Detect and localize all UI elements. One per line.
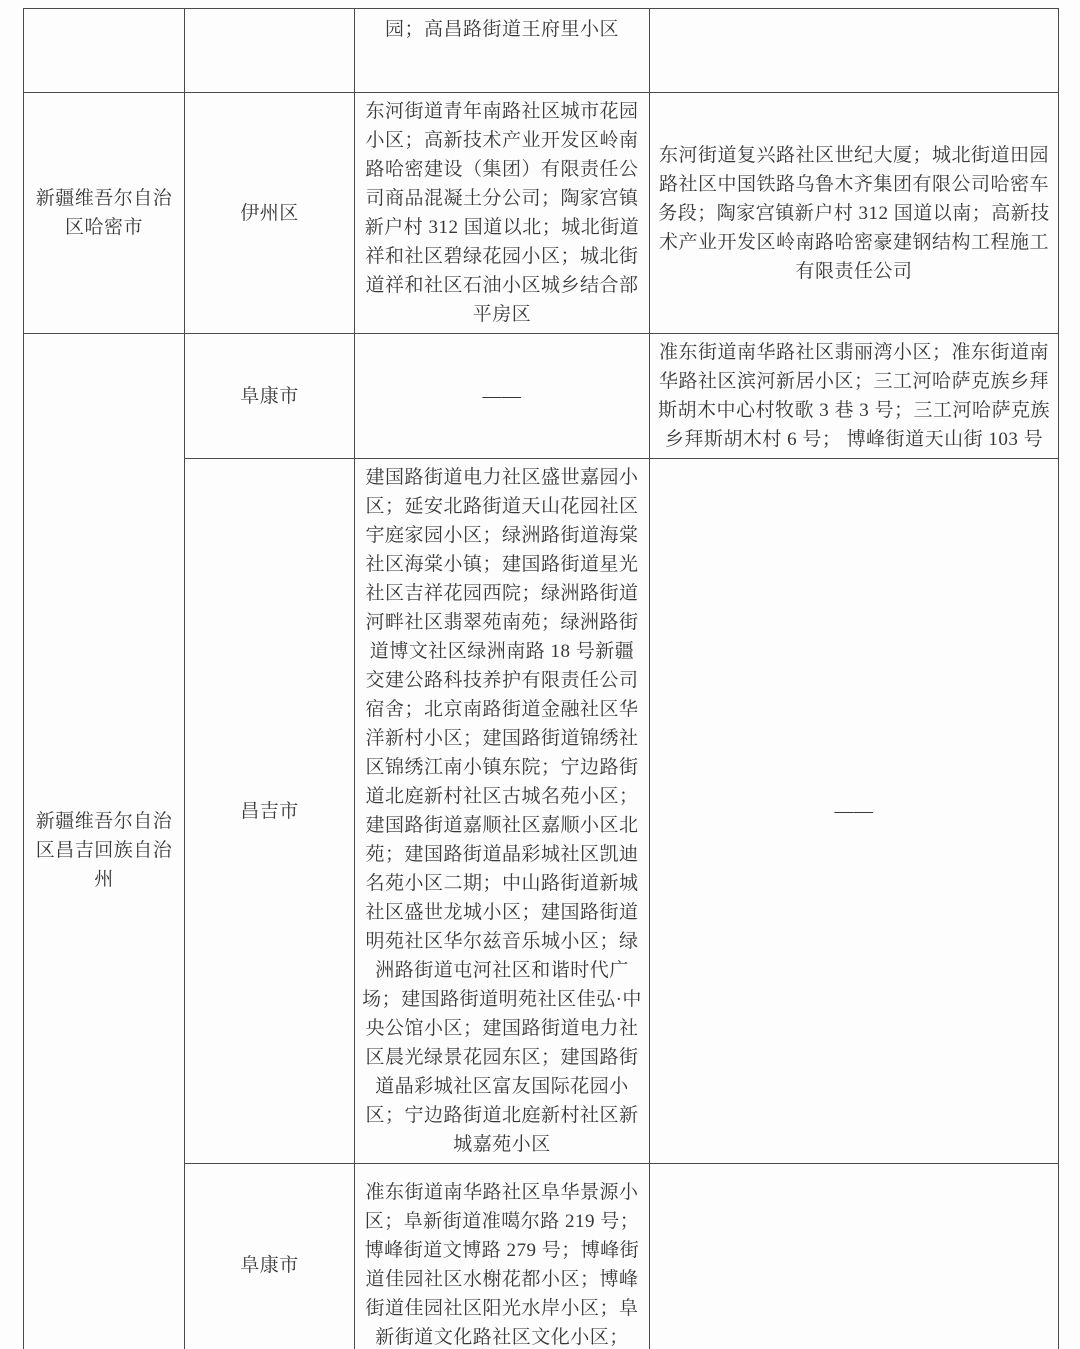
table-row-hami-yizhou <box>24 93 1059 334</box>
cell-region-empty <box>24 9 185 93</box>
cell-region-hami: 新疆维吾尔自治区哈密市 <box>24 93 185 334</box>
cell-right-list-changji-city-dash: —— <box>650 459 1059 1164</box>
cell-right-list-empty <box>650 9 1059 93</box>
cell-district-yizhou: 伊州区 <box>185 93 355 334</box>
cell-left-list-changji-city: 建国路街道电力社区盛世嘉园小区；延安北路街道天山花园社区宇庭家园小区；绿洲路街道海棠社区海棠小镇；建国路街道星光社区吉祥花园西院；绿洲路街道河畔社区翡翠苑南苑；绿洲路街道博文社区绿洲南路 18 号新疆交建公路科技养护有限责任公司宿舍；北京南路街道金融社区华洋新村小区；建国路街道锦绣社区锦绣江南小镇东院；宁边路街道北庭新村社区古城名苑小区；建国路街道嘉顺社区嘉顺小区北苑；建国路街道晶彩城社区凯迪名苑小区二期；中山路街道新城社区盛世龙城小区；建国路街道明苑社区华尔兹音乐城小区；绿洲路街道屯河社区和谐时代广场；建国路街道明苑社区佳弘·中央公馆小区；建国路街道电力社区晨光绿景花园东区；建国路街道晶彩城社区富友国际花园小区；宁边路街道北庭新村社区新城嘉苑小区 <box>355 459 650 1164</box>
cell-left-list-fukang-2: 准东街道南华路社区阜华景源小区；阜新街道准噶尔路 219 号；博峰街道文博路 279 号；博峰街道佳园社区水榭花都小区；博峰街道佳园社区阳光水岸小区；阜新街道文化路社区文化小区； <box>355 1164 650 1349</box>
table-row-carryover <box>24 9 1059 93</box>
cell-right-list-yizhou: 东河街道复兴路社区世纪大厦；城北街道田园路社区中国铁路乌鲁木齐集团有限公司哈密车务段；陶家宫镇新户村 312 国道以南；高新技术产业开发区岭南路哈密豪建钢结构工程施工有限责任公司 <box>650 93 1059 334</box>
cell-right-list-fukang-2-empty <box>650 1164 1059 1349</box>
table-row-changji-fukang-1 <box>24 334 1059 459</box>
cell-district-empty <box>185 9 355 93</box>
cell-left-list-carryover: 园；高昌路街道王府里小区 <box>355 9 650 93</box>
cell-district-changji-city: 昌吉市 <box>185 459 355 1164</box>
risk-area-table <box>23 8 1059 1349</box>
cell-left-list-fukang-1-dash: —— <box>355 334 650 459</box>
cell-district-fukang-2: 阜康市 <box>185 1164 355 1349</box>
cell-region-changji: 新疆维吾尔自治区昌吉回族自治州 <box>24 334 185 1349</box>
cell-right-list-fukang-1: 准东街道南华路社区翡丽湾小区；准东街道南华路社区滨河新居小区；三工河哈萨克族乡拜斯胡木中心村牧歌 3 巷 3 号；三工河哈萨克族乡拜斯胡木村 6 号； 博峰街道天山街 103 号 <box>650 334 1059 459</box>
cell-left-list-yizhou: 东河街道青年南路社区城市花园小区；高新技术产业开发区岭南路哈密建设（集团）有限责任公司商品混凝土分公司；陶家宫镇新户村 312 国道以北；城北街道祥和社区碧绿花园小区；城北街道祥和社区石油小区城乡结合部平房区 <box>355 93 650 334</box>
cell-district-fukang-1: 阜康市 <box>185 334 355 459</box>
